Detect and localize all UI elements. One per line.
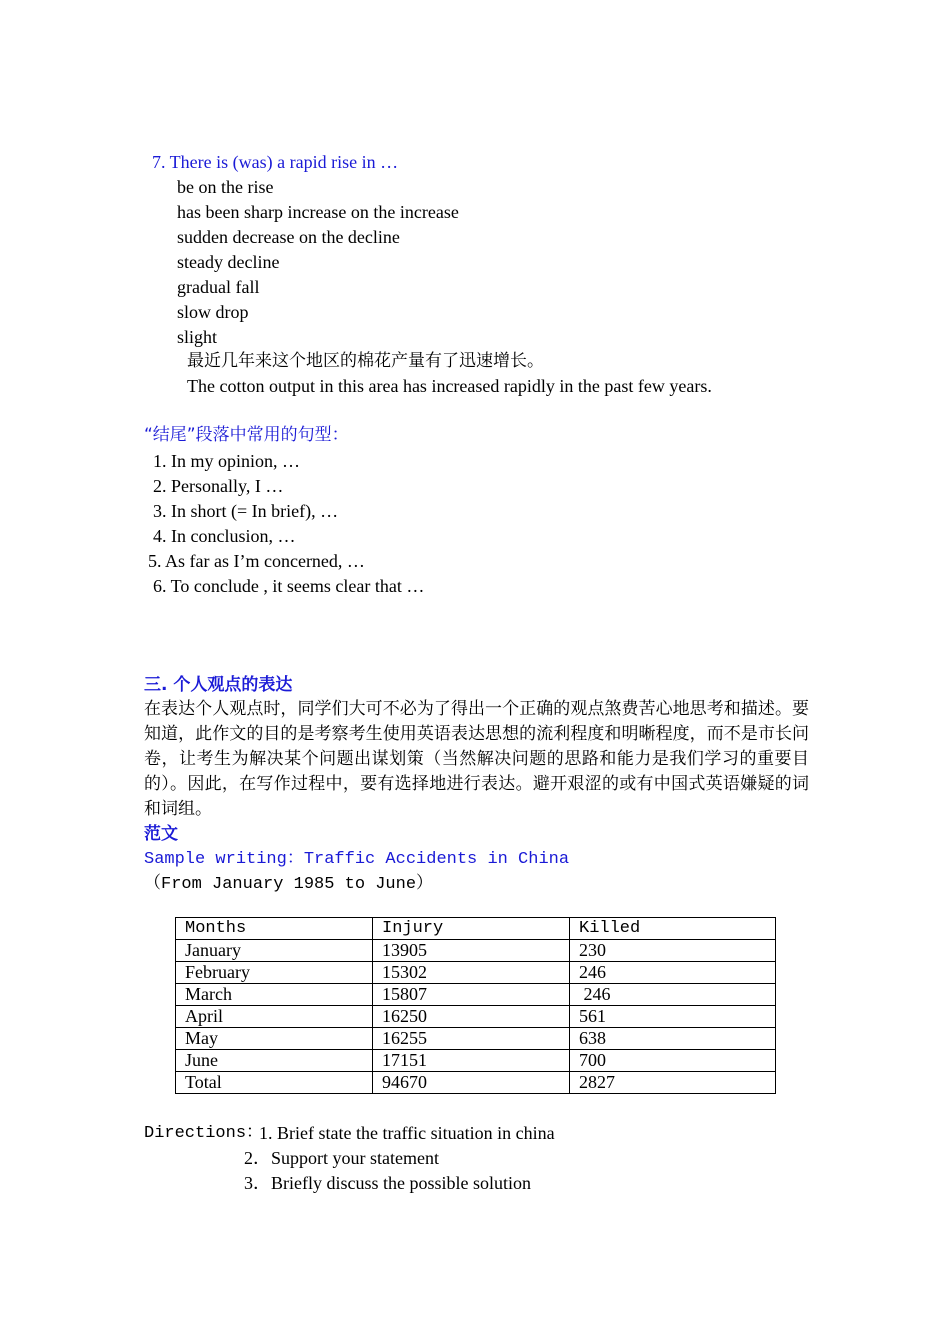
table-cell: 246 — [570, 962, 776, 984]
traffic-accidents-table — [175, 917, 776, 1094]
table-cell: 15302 — [373, 962, 570, 984]
direction-item: 3．Briefly discuss the possible solution — [244, 1173, 531, 1193]
rise-line: steady decline — [177, 252, 280, 272]
ending-item: 2. Personally, I … — [153, 476, 284, 496]
table-row-total — [176, 1072, 776, 1094]
table-header-row — [176, 918, 776, 940]
ending-item: 1. In my opinion, … — [153, 451, 300, 471]
table-cell: March — [176, 984, 373, 1006]
table-cell: 15807 — [373, 984, 570, 1006]
table-cell: 230 — [570, 940, 776, 962]
table-cell: 16255 — [373, 1028, 570, 1050]
table-cell: 16250 — [373, 1006, 570, 1028]
table-cell: January — [176, 940, 373, 962]
rise-line: sudden decrease on the decline — [177, 227, 400, 247]
table-row — [176, 940, 776, 962]
table-row — [176, 984, 776, 1006]
rise-line: slow drop — [177, 302, 249, 322]
table-cell: 2827 — [570, 1072, 776, 1094]
opinion-paragraph: 在表达个人观点时，同学们大可不必为了得出一个正确的观点煞费苦心地思考和描述。要知道，此作文的目的是考察考生使用英语表达思想的流利程度和明晰程度，而不是市长问卷，让考生为解决某个问题出谋划策（当然解决问题的思路和能力是我们学习的重要目的）。因此，在写作过程中，要有选择地进行表达。避开艰涩的或有中国式英语嫌疑的词和词组。 — [144, 699, 809, 819]
sample-label: 范文 — [144, 824, 178, 844]
rise-line: slight — [177, 327, 218, 347]
header-killed: Killed — [570, 918, 776, 940]
ending-item: 3. In short (= In brief), … — [153, 501, 339, 521]
rise-line: gradual fall — [177, 277, 260, 297]
table-cell: 700 — [570, 1050, 776, 1072]
table-cell: April — [176, 1006, 373, 1028]
table-row — [176, 1050, 776, 1072]
table-cell: 246 — [570, 984, 776, 1006]
direction-item: 1. Brief state the traffic situation in china — [259, 1123, 555, 1143]
header-injury: Injury — [373, 918, 570, 940]
table-cell: 94670 — [373, 1072, 570, 1094]
rise-heading: 7. There is (was) a rapid rise in … — [152, 152, 399, 172]
table-cell: May — [176, 1028, 373, 1050]
rise-line: be on the rise — [177, 177, 274, 197]
opinion-heading: 三. 个人观点的表达 — [144, 675, 293, 695]
table-cell: 17151 — [373, 1050, 570, 1072]
ending-heading: “结尾”段落中常用的句型： — [144, 425, 349, 445]
ending-item: 6. To conclude , it seems clear that … — [153, 576, 425, 596]
table-row — [176, 1006, 776, 1028]
directions-label: Directions： — [144, 1124, 264, 1143]
rise-example-chinese: 最近几年来这个地区的棉花产量有了迅速增长。 — [187, 351, 544, 371]
table-cell: February — [176, 962, 373, 984]
table-cell: 638 — [570, 1028, 776, 1050]
direction-item: 2．Support your statement — [244, 1148, 439, 1168]
ending-item: 5. As far as I’m concerned, … — [148, 551, 365, 571]
table-cell: Total — [176, 1072, 373, 1094]
sample-title: Sample writing：Traffic Accidents in China — [144, 850, 570, 869]
table-cell: 13905 — [373, 940, 570, 962]
table-row — [176, 1028, 776, 1050]
table-cell: 561 — [570, 1006, 776, 1028]
rise-line: has been sharp increase on the increase — [177, 202, 459, 222]
table-cell: June — [176, 1050, 373, 1072]
ending-item: 4. In conclusion, … — [153, 526, 296, 546]
table-row — [176, 962, 776, 984]
header-months: Months — [176, 918, 373, 940]
sample-date-range: （From January 1985 to June） — [144, 875, 434, 894]
rise-example-english: The cotton output in this area has increased rapidly in the past few years. — [187, 376, 712, 396]
